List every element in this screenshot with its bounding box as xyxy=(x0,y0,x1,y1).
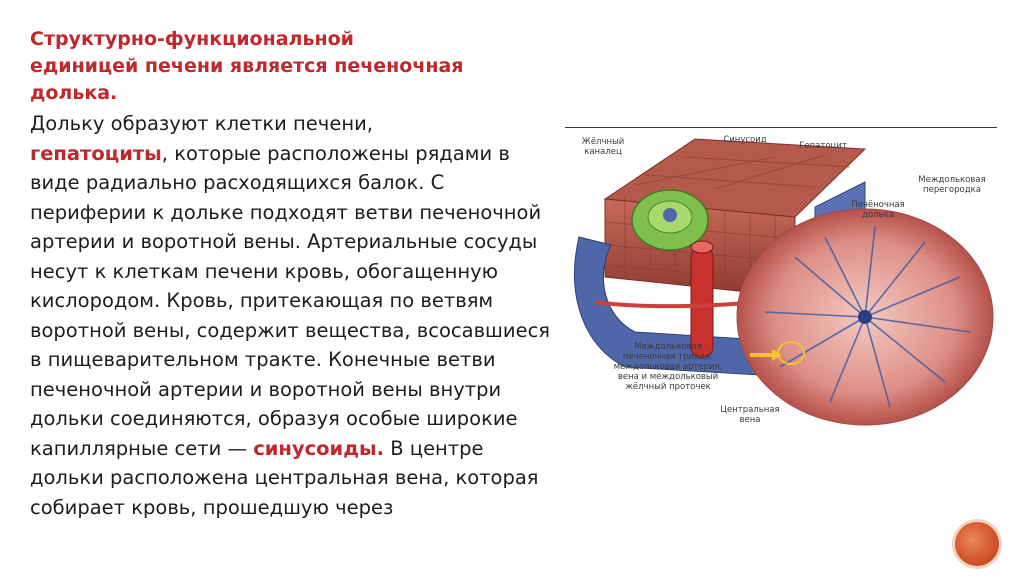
label-interlobular-septum: Междольковая перегородка xyxy=(918,175,986,195)
label-portal-triad: Междольковая печеночная триада: междольковая артерия, вена и междольковый жёлчный проточек xyxy=(613,342,723,392)
body-text-3: В центре дольки расположена центральная вена, которая собирает кровь, прошедшую через xyxy=(30,436,539,519)
body-text-2: , которые расположены рядами в виде радиально расходящихся балок. С периферии к дольке подходят ветви печеночной артерии и воротной вены. Артериальные сосуды несут к клеткам печени кровь, обогащенную кислородом. Кровь, притекающая по ветвям воротной вены, содержит вещества, всосавшиеся в пищеварительном тракте. Конечные ветви печеночной артерии и воротной вены внутри дольки соединяются, образуя особые широкие капиллярные сети — xyxy=(30,141,551,460)
label-hepatic-lobule: Печёночная долька xyxy=(851,200,905,220)
label-bile-canal: Жёлчный каналец xyxy=(581,137,625,157)
label-hepatocyte: Гепатоцит xyxy=(799,141,847,151)
term-hepatocytes: гепатоциты xyxy=(30,141,162,165)
label-sinusoid: Синусоид xyxy=(723,135,767,145)
liver-lobule-figure xyxy=(565,127,997,427)
title-line-2: единицей печени является печеночная xyxy=(30,55,464,77)
slide-title xyxy=(30,26,570,107)
decorative-orange-circle xyxy=(955,522,999,566)
term-sinusoids: синусоиды. xyxy=(253,436,385,460)
body-paragraph xyxy=(30,109,560,522)
label-central-vein: Центральная вена xyxy=(720,405,780,425)
body-text-1: Дольку образуют клетки печени, xyxy=(30,112,373,135)
title-line-1: Структурно-функциональной xyxy=(30,28,354,50)
title-line-3: долька. xyxy=(30,82,118,104)
